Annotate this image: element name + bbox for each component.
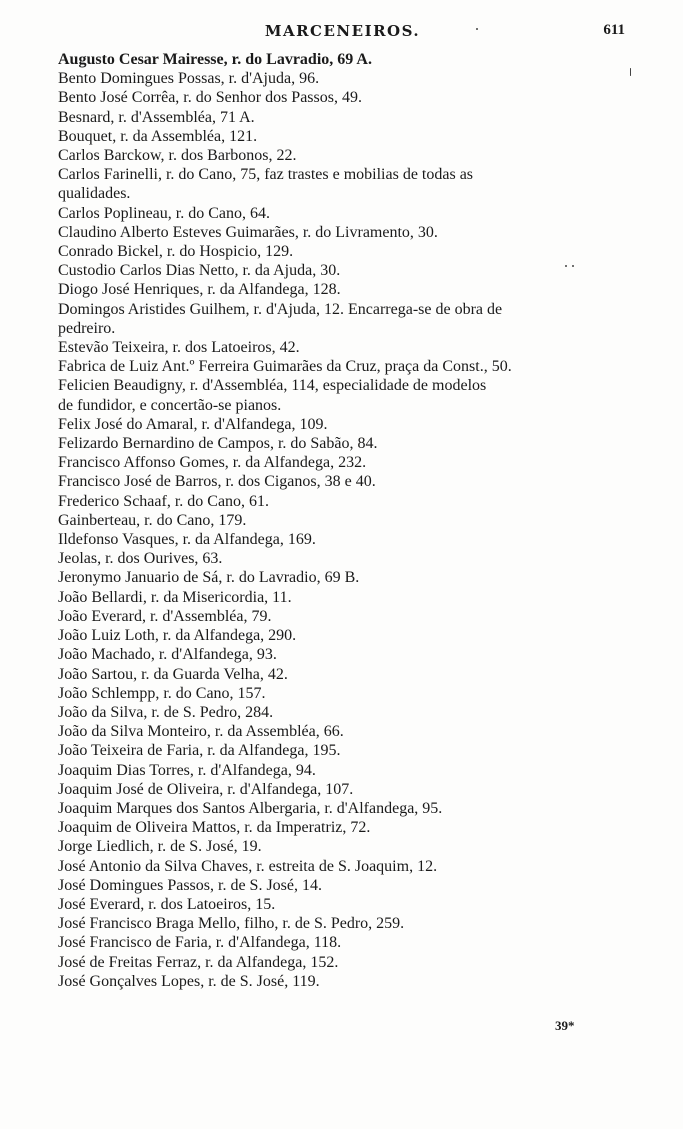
directory-entry: [58, 857, 633, 876]
directory-entry: [58, 242, 633, 261]
entry-text: Carlos Farinelli, r. do Cano, 75, faz trastes e mobilias de todas as: [58, 166, 474, 184]
directory-entry: [58, 761, 633, 780]
entry-text: Diogo José Henriques, r. da Alfandega, 128.: [58, 281, 341, 299]
directory-entry: [58, 895, 633, 914]
directory-entry: [58, 799, 633, 818]
entry-text: Bento José Corrêa, r. do Senhor dos Passos, 49.: [58, 89, 362, 107]
entry-text: João Sartou, r. da Guarda Velha, 42.: [58, 665, 288, 683]
directory-entry: [58, 300, 633, 338]
directory-entry: [58, 665, 633, 684]
directory-entry: [58, 530, 633, 549]
entry-text: Bento Domingues Possas, r. d'Ajuda, 96.: [58, 70, 320, 88]
entry-text: Gainberteau, r. do Cano, 179.: [58, 511, 247, 529]
directory-entry: [58, 722, 633, 741]
entry-text: João Machado, r. d'Alfandega, 93.: [58, 646, 277, 664]
directory-entry: [58, 357, 633, 376]
entry-text: João Schlempp, r. do Cano, 157.: [58, 684, 266, 702]
directory-entry: [58, 204, 633, 223]
entry-continuation: de fundidor, e concertão-se pianos.: [58, 396, 282, 414]
entry-text: Jeolas, r. dos Ourives, 63.: [58, 550, 223, 568]
entry-text: Besnard, r. d'Assembléa, 71 A.: [58, 108, 255, 126]
entry-text: Custodio Carlos Dias Netto, r. da Ajuda, 30.: [58, 262, 341, 280]
directory-entry: [58, 626, 633, 645]
directory-entry: [58, 69, 633, 88]
signature-mark: 39*: [555, 1018, 575, 1033]
directory-entry: [58, 549, 633, 568]
page-number: 611: [603, 22, 625, 38]
entry-text: Conrado Bickel, r. do Hospicio, 129.: [58, 243, 294, 261]
entry-text: Joaquim José de Oliveira, r. d'Alfandega, 107.: [58, 780, 354, 798]
directory-entry: [58, 914, 633, 933]
directory-entry: [58, 972, 633, 991]
directory-entry: [58, 472, 633, 491]
directory-entry: [58, 88, 633, 107]
directory-entry: [58, 933, 633, 952]
directory-entry: [58, 146, 633, 165]
entry-text: Frederico Schaaf, r. do Cano, 61.: [58, 492, 270, 510]
entry-text: José Francisco Braga Mello, filho, r. de S. Pedro, 259.: [58, 915, 405, 933]
directory-entry: [58, 588, 633, 607]
directory-entry: [58, 434, 633, 453]
directory-entry: [58, 108, 633, 127]
directory-entry: [58, 280, 633, 299]
directory-entry: [58, 127, 633, 146]
entry-text: Augusto Cesar Mairesse, r. do Lavradio, 69 A.: [58, 51, 372, 68]
entry-text: Carlos Barckow, r. dos Barbonos, 22.: [58, 147, 297, 165]
directory-entry: [58, 50, 633, 69]
scan-speck: [572, 265, 574, 267]
directory-entry: [58, 568, 633, 587]
scan-speck: [630, 68, 631, 76]
entry-text: José Antonio da Silva Chaves, r. estreita de S. Joaquim, 12.: [58, 857, 438, 875]
directory-entry: [58, 376, 633, 414]
entry-text: José Francisco de Faria, r. d'Alfandega, 118.: [58, 934, 342, 952]
directory-entry: [58, 453, 633, 472]
entry-text: Domingos Aristides Guilhem, r. d'Ajuda, 12. Encarrega-se de obra de: [58, 300, 503, 318]
directory-entry: [58, 645, 633, 664]
entry-text: Bouquet, r. da Assembléa, 121.: [58, 127, 258, 145]
scan-speck: [476, 28, 478, 30]
entry-text: Fabrica de Luiz Ant.º Ferreira Guimarães da Cruz, praça da Const., 50.: [58, 358, 512, 376]
directory-entry: [58, 684, 633, 703]
directory-entry: [58, 261, 633, 280]
page-header: [60, 22, 625, 44]
entry-text: Jeronymo Januario de Sá, r. do Lavradio, 69 B.: [58, 569, 360, 587]
directory-entry: [58, 876, 633, 895]
entry-text: Estevão Teixeira, r. dos Latoeiros, 42.: [58, 339, 300, 357]
directory-entry: [58, 223, 633, 242]
entry-text: Jorge Liedlich, r. de S. José, 19.: [58, 838, 262, 856]
directory-entry: [58, 415, 633, 434]
scan-speck: [565, 265, 567, 267]
directory-entry: [58, 953, 633, 972]
entry-text: João Luiz Loth, r. da Alfandega, 290.: [58, 627, 297, 645]
directory-entry: [58, 511, 633, 530]
entry-text: Claudino Alberto Esteves Guimarães, r. do Livramento, 30.: [58, 223, 438, 241]
entry-text: Felix José do Amaral, r. d'Alfandega, 109.: [58, 415, 328, 433]
entry-continuation: pedreiro.: [58, 319, 116, 337]
directory-entry: [58, 165, 633, 203]
entry-text: Joaquim Marques dos Santos Albergaria, r. d'Alfandega, 95.: [58, 799, 443, 817]
directory-entry: [58, 837, 633, 856]
directory-entry: [58, 338, 633, 357]
entry-text: João Everard, r. d'Assembléa, 79.: [58, 607, 272, 625]
entry-text: Felicien Beaudigny, r. d'Assembléa, 114, especialidade de modelos: [58, 377, 487, 395]
directory-entry: [58, 607, 633, 626]
entry-text: José Everard, r. dos Latoeiros, 15.: [58, 895, 276, 913]
entry-text: João da Silva Monteiro, r. da Assembléa, 66.: [58, 723, 344, 741]
entry-text: João Bellardi, r. da Misericordia, 11.: [58, 588, 292, 606]
directory-list: [58, 50, 633, 991]
entry-text: José de Freitas Ferraz, r. da Alfandega, 152.: [58, 953, 339, 971]
entry-text: Felizardo Bernardino de Campos, r. do Sabão, 84.: [58, 435, 378, 453]
entry-text: Joaquim de Oliveira Mattos, r. da Imperatriz, 72.: [58, 819, 371, 837]
directory-entry: [58, 780, 633, 799]
entry-text: Francisco José de Barros, r. dos Ciganos, 38 e 40.: [58, 473, 376, 491]
entry-text: João da Silva, r. de S. Pedro, 284.: [58, 703, 274, 721]
entry-text: Joaquim Dias Torres, r. d'Alfandega, 94.: [58, 761, 316, 779]
directory-entry: [58, 492, 633, 511]
entry-text: Carlos Poplineau, r. do Cano, 64.: [58, 204, 270, 222]
entry-text: José Domingues Passos, r. de S. José, 14.: [58, 876, 323, 894]
entry-continuation: qualidades.: [58, 185, 131, 203]
entry-text: Francisco Affonso Gomes, r. da Alfandega, 232.: [58, 454, 367, 472]
entry-text: Ildefonso Vasques, r. da Alfandega, 169.: [58, 531, 316, 549]
directory-entry: [58, 703, 633, 722]
directory-entry: [58, 741, 633, 760]
entry-text: João Teixeira de Faria, r. da Alfandega, 195.: [58, 742, 341, 760]
page-title: MARCENEIROS.: [264, 22, 421, 40]
directory-entry: [58, 818, 633, 837]
entry-text: José Gonçalves Lopes, r. de S. José, 119.: [58, 972, 320, 990]
